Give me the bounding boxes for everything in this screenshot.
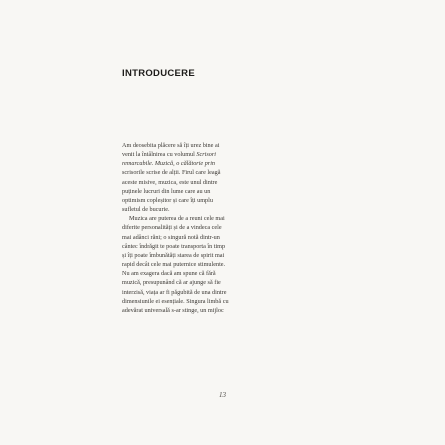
text-line: interzisă, viața ar fi păgubită de una dintre	[122, 288, 227, 296]
text-line: rapid decât cele mai puternice stimulente.	[122, 261, 226, 269]
text-line: sufletul de bucurie.	[122, 206, 170, 214]
text-line: adevărat universală s-ar stinge, un mijloc	[122, 306, 224, 314]
text-line: cântec îndrăgit te poate transporta în timp	[122, 242, 226, 250]
chapter-heading: INTRODUCERE	[122, 68, 195, 79]
text-line: aceste misive, muzica, este unul dintre	[122, 178, 218, 186]
book-title-fragment: remarcabile. Muzică,	[122, 160, 175, 168]
text-line: mai adânci răni; o singură notă dintr-un	[122, 233, 220, 241]
text-fragment: venit la întâlnirea cu volumul	[122, 151, 197, 159]
text-line: muzică, presupunând că ar ajunge să fie	[122, 279, 221, 287]
text-line: și îți poate îmbunătăți starea de spirit mai	[122, 251, 225, 259]
book-title-fragment: Scrisori	[196, 151, 217, 159]
page-number: 13	[219, 391, 226, 399]
text-line: dimensiunile ei esențiale. Singura limbă cu	[122, 297, 229, 305]
text-line: diferite personalități și de a vindeca cele	[122, 224, 222, 232]
text-line: Nu am exagera dacă am spune că fără	[122, 270, 216, 278]
body-text	[122, 141, 326, 315]
text-line: optimism copleșitor și care îți umplu	[122, 196, 213, 204]
text-line	[122, 150, 326, 159]
book-title-fragment: o călătorie prin	[174, 160, 216, 168]
text-line: Am deosebita plăcere să îți urez bine ai	[122, 142, 220, 149]
text-line: scrisorile scrise de alții. Firul care leagă	[122, 169, 221, 177]
text-line: Muzica are puterea de a reuni cele mai	[129, 215, 225, 223]
text-line: puținele lucruri din lume care au un	[122, 187, 211, 195]
text-line	[122, 159, 326, 168]
